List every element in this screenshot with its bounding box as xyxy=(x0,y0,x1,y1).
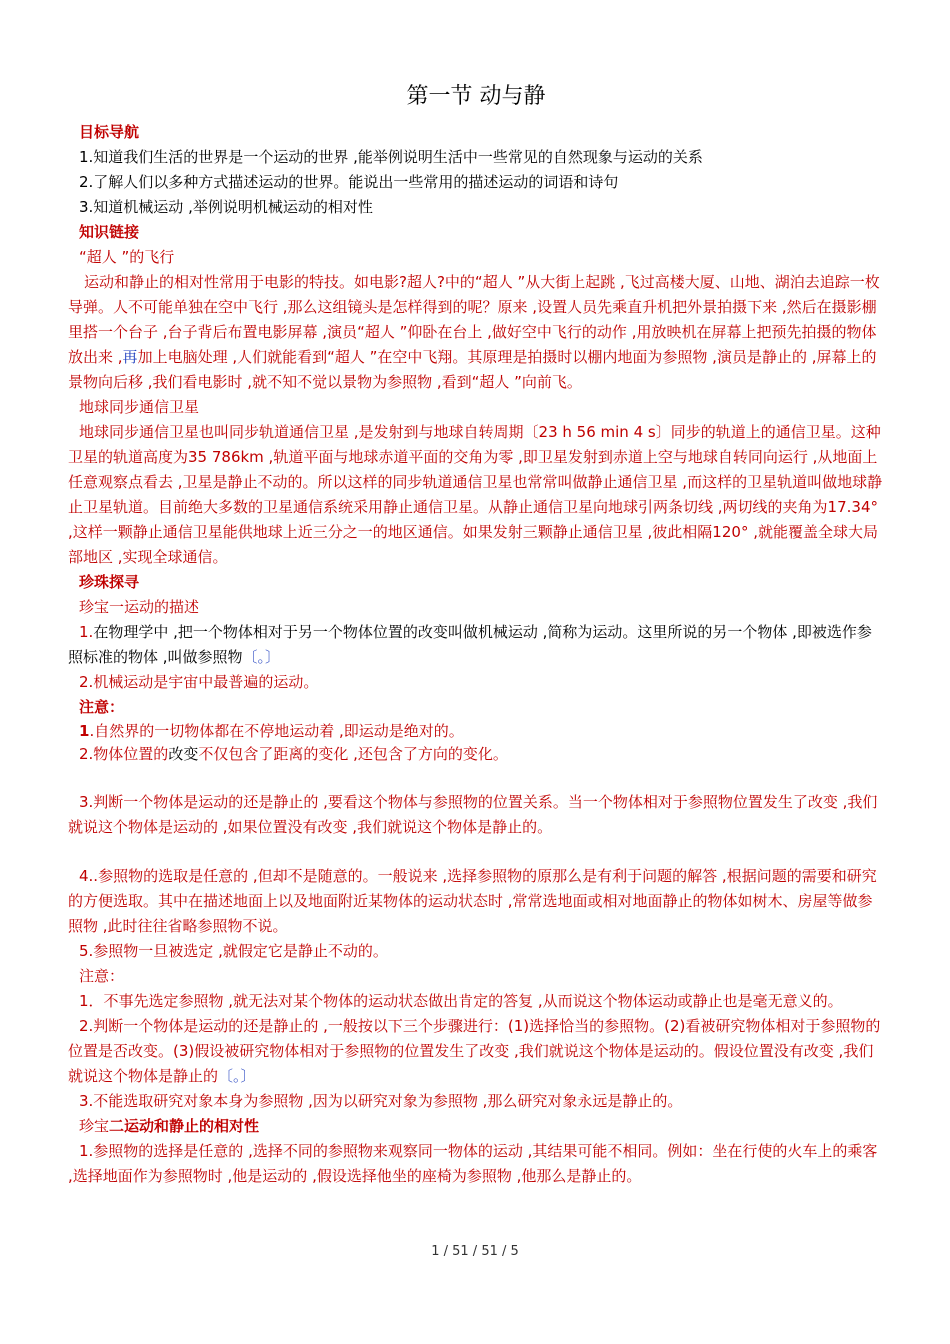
subheading-superman: “超人 ”的飞行 xyxy=(79,248,175,266)
goal-item-3: 3.知道机械运动 ,举例说明机械运动的相对性 xyxy=(79,198,373,216)
heading-knowledge: 知识链接 xyxy=(79,223,140,241)
note-2-item-2: 2.判断一个物体是运动的还是静止的 ,一般按以下三个步骤进行：(1)选择恰当的参照物。(2)看被研究物体相对于参照物的位置是否改变。(3)假设被研究物体相对于参照物的位置发生了改变 ,我们就说这个物体是运动的。假设位置没有改变 ,我们就说这个物体是静止的〔。〕 xyxy=(68,1017,881,1085)
subheading-satellite: 地球同步通信卫星 xyxy=(79,398,200,416)
page-number: 1 / 51 / 51 / 5 xyxy=(431,1244,519,1259)
heading-goals: 目标导航 xyxy=(79,123,140,141)
goal-item-1: 1.知道我们生活的世界是一个运动的世界 ,能举例说明生活中一些常见的自然现象与运动的关系 xyxy=(79,148,703,166)
topic-1-item-3: 3.判断一个物体是运动的还是静止的 ,要看这个物体与参照物的位置关系。当一个物体相对于参照物位置发生了改变 ,我们就说这个物体是运动的 ,如果位置没有改变 ,我们就说这个物体是静止的。 xyxy=(68,793,878,836)
topic-1-item-2: 2.机械运动是宇宙中最普遍的运动。 xyxy=(79,673,319,691)
topic-1-item-4: 4..参照物的选取是任意的 ,但却不是随意的。一般说来 ,选择参照物的原那么是有利于问题的解答 ,根据问题的需要和研究的方便选取。其中在描述地面上以及地面附近某物体的运动状态时 ,常常选地面或相对地面静止的物体如树木、房屋等做参照物 ,此时往往省略参照物不说。 xyxy=(68,867,877,935)
note-label-2: 注意： xyxy=(79,967,125,985)
note-2-item-3: 3.不能选取研究对象本身为参照物 ,因为以研究对象为参照物 ,那么研究对象永远是静止的。 xyxy=(79,1092,683,1110)
topic-2-item-1: 1.参照物的选择是任意的 ,选择不同的参照物来观察同一物体的运动 ,其结果可能不相同。例如：坐在行使的火车上的乘客 ,选择地面作为参照物时 ,他是运动的 ,假设选择他坐的座椅为参照物 ,他那么是静止的。 xyxy=(68,1142,878,1185)
note-2-item-1: 1．不事先选定参照物 ,就无法对某个物体的运动状态做出肯定的答复 ,从而说这个物体运动或静止也是毫无意义的。 xyxy=(79,992,843,1010)
topic-1-title: 珍宝一运动的描述 xyxy=(79,598,200,616)
paragraph-satellite: 地球同步通信卫星也叫同步轨道通信卫星 ,是发射到与地球自转周期〔23 h 56 min 4 s〕同步的轨道上的通信卫星。这种卫星的轨道高度为35 786km ,轨道平面与地球赤道平面的交角为零 ,即卫星发射到赤道上空与地球自转同向运行 ,从地面上任意观察点看去 ,卫星是静止不动的。所以这样的同步轨道通信卫星也常常叫做静止通信卫星 ,而这样的卫星轨道叫做地球静止卫星轨道。目前绝大多数的卫星通信系统采用静止通信卫星。从静止通信卫星向地球引两条切线 ,两切线的夹角为17.34° ,这样一颗静止通信卫星能供地球上近三分之一的地区通信。如果发射三颗静止通信卫星 ,彼此相隔120° ,就能覆盖全球大局部地区 ,实现全球通信。 xyxy=(68,423,883,566)
topic-1-item-1: 1.在物理学中 ,把一个物体相对于另一个物体位置的改变叫做机械运动 ,简称为运动。这里所说的另一个物体 ,即被选作参照标准的物体 ,叫做参照物〔。〕 xyxy=(68,623,872,666)
paragraph-superman: 运动和静止的相对性常用于电影的特技。如电影?超人?中的“超人 ”从大街上起跳 ,飞过高楼大厦、山地、湖泊去追踪一枚导弹。人不可能单独在空中飞行 ,那么这组镜头是怎样得到的呢？原来 ,设置人员先乘直升机把外景拍摄下来 ,然后在摄影棚里搭一个台子 ,台子背后布置电影屏幕 ,演员“超人 ”仰卧在台上 ,做好空中飞行的动作 ,用放映机在屏幕上把预先拍摄的物体放出来 ,再加上电脑处理 ,人们就能看到“超人 ”在空中飞翔。其原理是拍摄时以棚内地面为参照物 ,演员是静止的 ,屏幕上的景物向后移 ,我们看电影时 ,就不知不觉以景物为参照物 ,看到“超人 ”向前飞。 xyxy=(68,273,880,391)
goal-item-2: 2.了解人们以多种方式描述运动的世界。能说出一些常用的描述运动的词语和诗句 xyxy=(79,173,619,191)
page-title: 第一节 动与静 xyxy=(406,84,546,109)
note-1-item-1: 1.自然界的一切物体都在不停地运动着 ,即运动是绝对的。 xyxy=(79,722,464,740)
topic-2-title: 珍宝二运动和静止的相对性 xyxy=(79,1117,260,1135)
note-1-item-2: 2.物体位置的改变不仅包含了距离的变化 ,还包含了方向的变化。 xyxy=(79,745,508,763)
heading-explore: 珍珠探寻 xyxy=(79,573,140,591)
topic-1-item-5: 5.参照物一旦被选定 ,就假定它是静止不动的。 xyxy=(79,942,388,960)
note-label-1: 注意： xyxy=(79,698,125,716)
document-page xyxy=(68,80,884,1189)
